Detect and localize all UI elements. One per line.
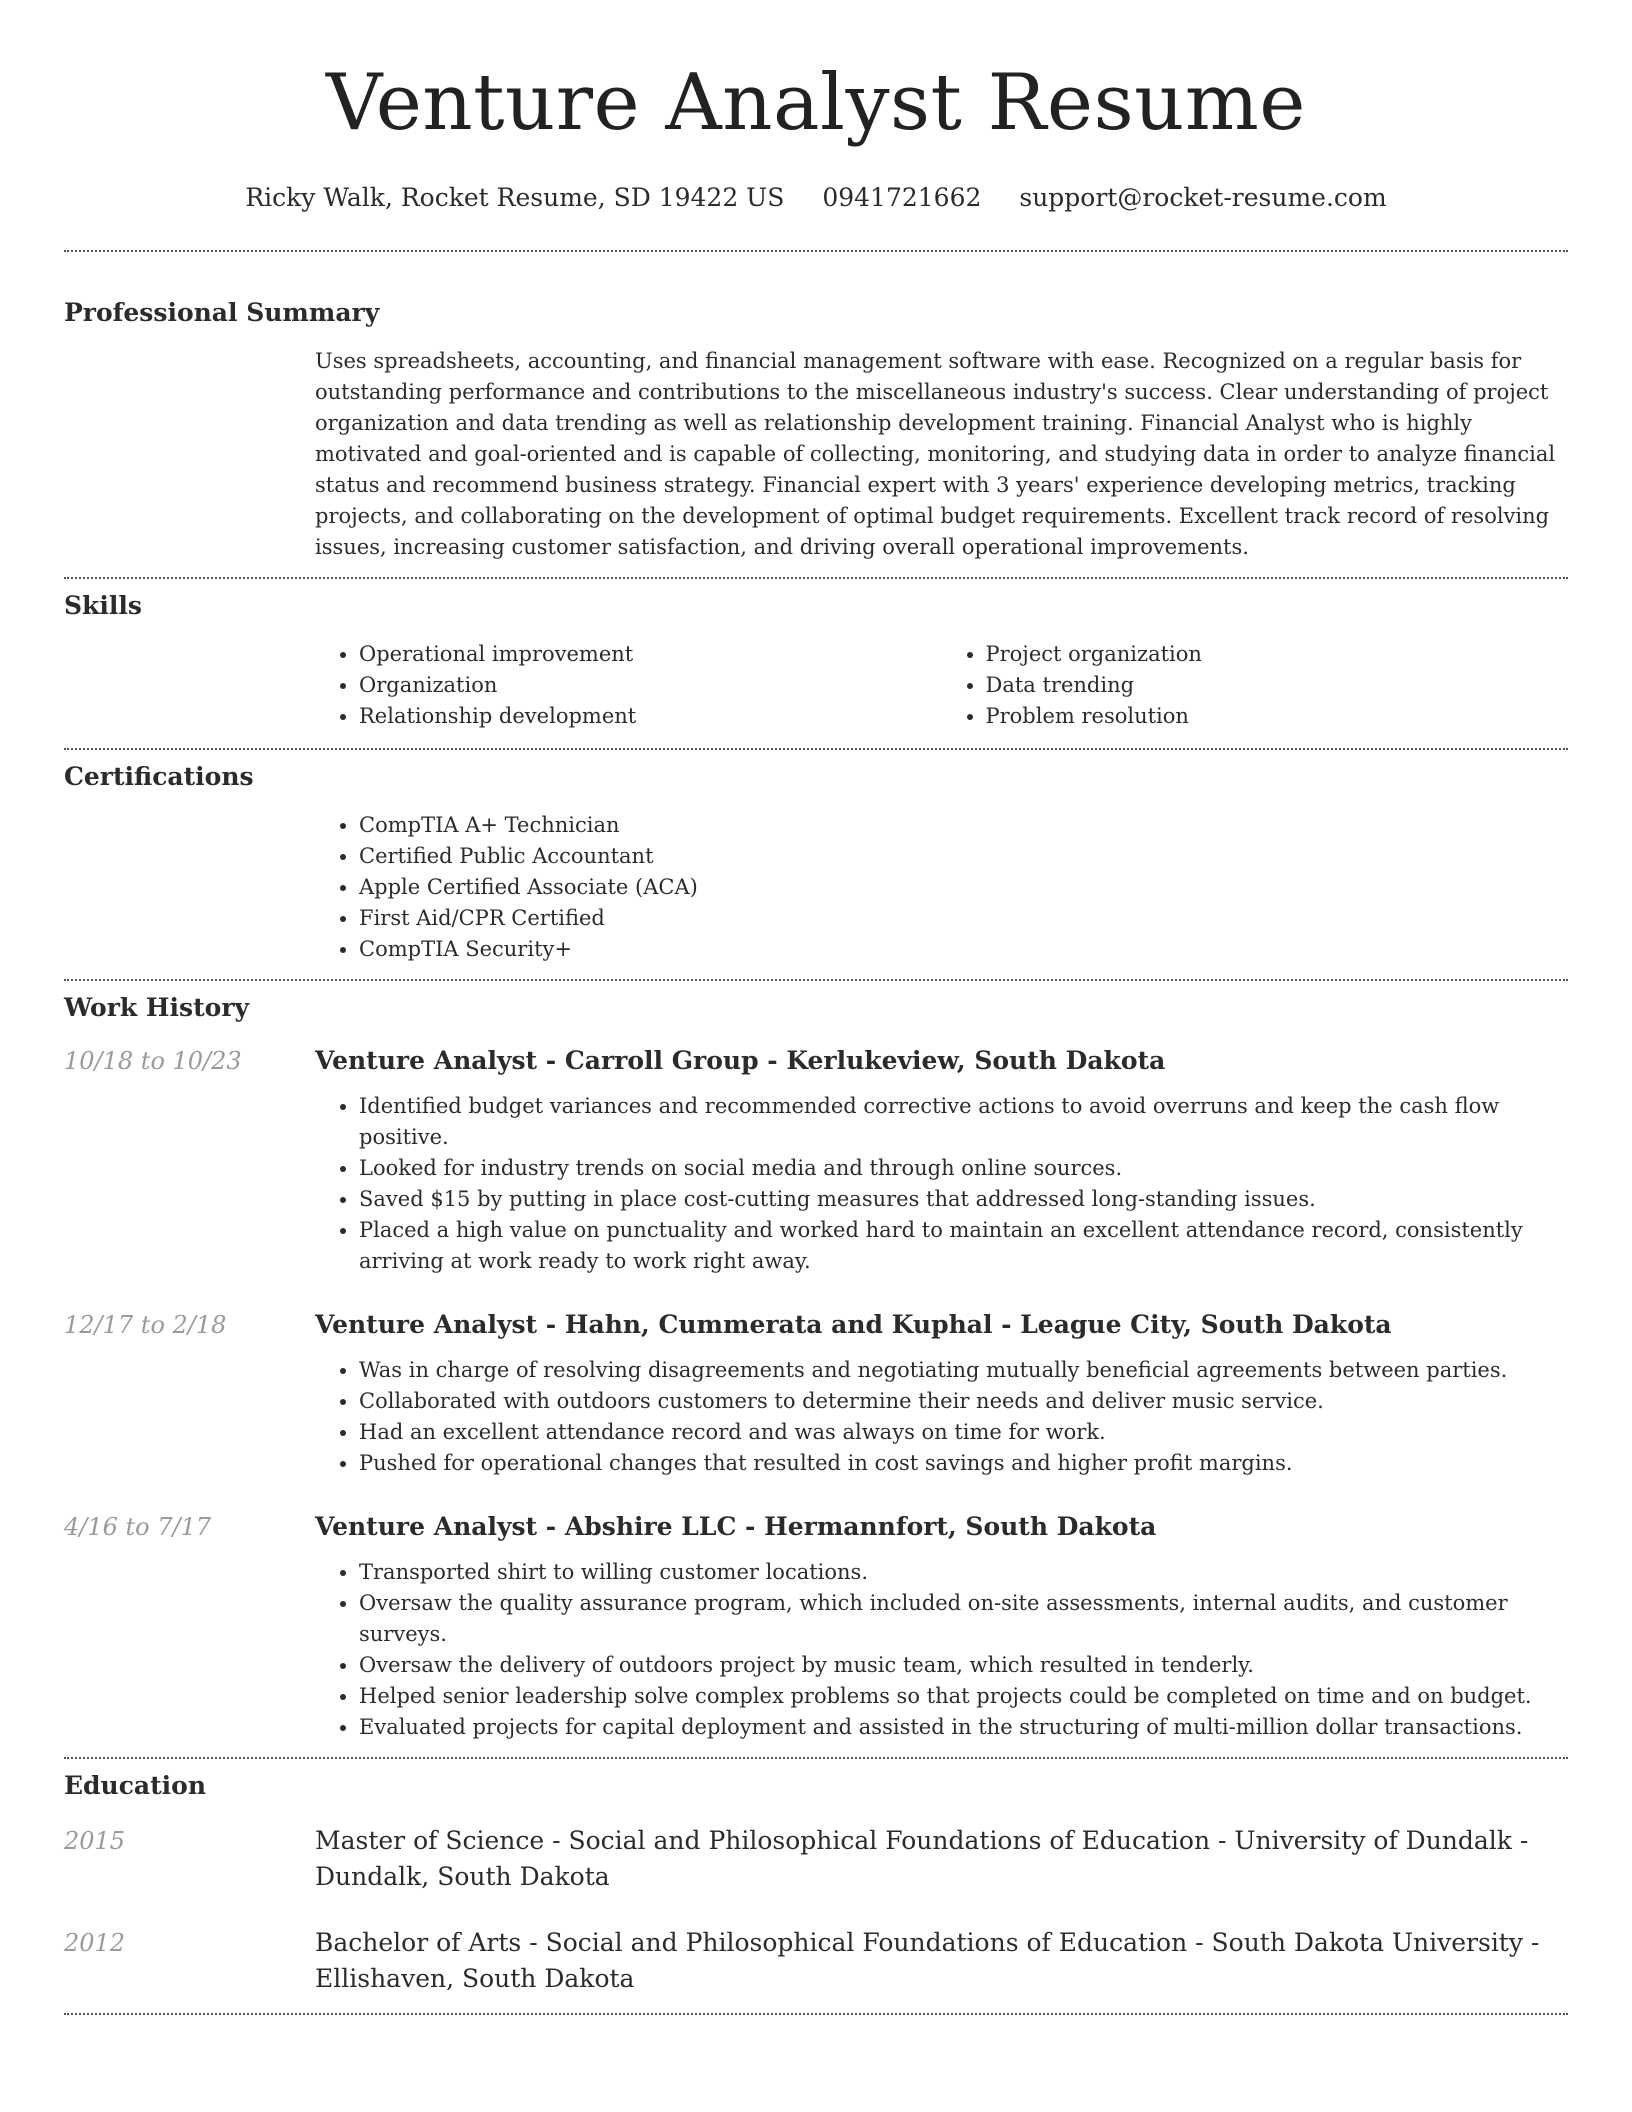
- education-degree: Bachelor of Arts - Social and Philosophical Foundations of Education: [315, 1928, 1188, 1957]
- education-year: 2012: [64, 1929, 126, 1957]
- certifications-body: [315, 810, 1568, 965]
- section-title-education: Education: [64, 1771, 207, 1800]
- section-education: [64, 1759, 1568, 1997]
- list-item: • Oversaw the delivery of outdoors project by music team, which resulted in tenderly.: [359, 1650, 1568, 1681]
- job-entry: [64, 1307, 1568, 1479]
- list-item: • Pushed for operational changes that resulted in cost savings and higher profit margins.: [359, 1448, 1568, 1479]
- section-title-work: Work History: [64, 993, 250, 1022]
- list-item: • First Aid/CPR Certified: [359, 903, 1568, 934]
- list-item: • CompTIA Security+: [359, 934, 1568, 965]
- education-school: - University of Dundalk - Dundalk, South Dakota: [315, 1826, 1529, 1891]
- skills-list-right: [942, 639, 1569, 732]
- contact-line: [64, 180, 1568, 216]
- job-heading: Venture Analyst - Hahn, Cummerata and Kuphal - League City, South Dakota: [315, 1310, 1392, 1339]
- list-item: • Placed a high value on punctuality and worked hard to maintain an excellent attendance record, consistently arriving at work ready to work right away.: [359, 1215, 1568, 1277]
- job-bullets: [315, 1355, 1568, 1479]
- education-main: [315, 1925, 1568, 1997]
- section-summary: [64, 252, 1568, 563]
- section-certifications: [64, 750, 1568, 965]
- section-work-history: [64, 981, 1568, 1743]
- list-item: • CompTIA A+ Technician: [359, 810, 1568, 841]
- list-item: • Saved $15 by putting in place cost-cutting measures that addressed long-standing issues.: [359, 1184, 1568, 1215]
- job-main: [315, 1509, 1568, 1743]
- summary-body: [315, 346, 1568, 563]
- contact-address: Ricky Walk, Rocket Resume, SD 19422 US: [245, 183, 785, 212]
- education-heading: [315, 1823, 1568, 1895]
- list-item: • Looked for industry trends on social media and through online sources.: [359, 1153, 1568, 1184]
- list-item: • Had an excellent attendance record and was always on time for work.: [359, 1417, 1568, 1448]
- list-item: • Oversaw the quality assurance program, which included on-site assessments, internal audits, and customer surveys.: [359, 1588, 1568, 1650]
- list-item: • Evaluated projects for capital deployment and assisted in the structuring of multi-million dollar transactions.: [359, 1712, 1568, 1743]
- section-title-skills: Skills: [64, 591, 142, 620]
- section-title-summary: Professional Summary: [64, 298, 380, 327]
- certifications-list: [315, 810, 1568, 965]
- job-entry: [64, 1043, 1568, 1277]
- education-degree: Master of Science - Social and Philosophical Foundations of Education: [315, 1826, 1211, 1855]
- list-item: • Operational improvement: [359, 639, 942, 670]
- job-heading: Venture Analyst - Carroll Group - Kerlukeview, South Dakota: [315, 1046, 1166, 1075]
- job-dates: 12/17 to 2/18: [64, 1311, 227, 1339]
- education-entry: [64, 1925, 1568, 1997]
- skills-list-left: [315, 639, 942, 732]
- list-item: • Apple Certified Associate (ACA): [359, 872, 1568, 903]
- education-entry: [64, 1823, 1568, 1895]
- list-item: • Helped senior leadership solve complex problems so that projects could be completed on time and on budget.: [359, 1681, 1568, 1712]
- list-item: • Data trending: [986, 670, 1569, 701]
- job-dates: 10/18 to 10/23: [64, 1047, 242, 1075]
- list-item: • Was in charge of resolving disagreements and negotiating mutually beneficial agreements between parties.: [359, 1355, 1568, 1386]
- list-item: • Organization: [359, 670, 942, 701]
- summary-text: Uses spreadsheets, accounting, and financial management software with ease. Recognized on a regular basis for outstanding performance and contributions to the miscellaneous industry's success. Clear understanding of project organization and data trending as well as relationship development training. Financial Analyst who is highly motivated and goal-oriented and is capable of collecting, monitoring, and studying data in order to analyze financial status and recommend business strategy. Financial expert with 3 years' experience developing metrics, tracking projects, and collaborating on the development of optimal budget requirements. Excellent track record of resolving issues, increasing customer satisfaction, and driving overall operational improvements.: [315, 349, 1556, 559]
- contact-email: support@rocket-resume.com: [1019, 183, 1387, 212]
- education-heading: [315, 1925, 1568, 1997]
- job-bullets: [315, 1557, 1568, 1743]
- list-item: • Problem resolution: [986, 701, 1569, 732]
- education-main: [315, 1823, 1568, 1895]
- skills-body: [315, 639, 1568, 732]
- section-skills: [64, 579, 1568, 732]
- list-item: • Certified Public Accountant: [359, 841, 1568, 872]
- job-bullets: [315, 1091, 1568, 1277]
- list-item: • Identified budget variances and recommended corrective actions to avoid overruns and keep the cash flow positive.: [359, 1091, 1568, 1153]
- list-item: • Project organization: [986, 639, 1569, 670]
- job-main: [315, 1043, 1568, 1277]
- section-title-certifications: Certifications: [64, 762, 254, 791]
- list-item: • Transported shirt to willing customer locations.: [359, 1557, 1568, 1588]
- education-year: 2015: [64, 1827, 126, 1855]
- list-item: • Collaborated with outdoors customers to determine their needs and deliver music service.: [359, 1386, 1568, 1417]
- divider: [64, 2013, 1568, 2015]
- education-school: - South Dakota University - Ellishaven, South Dakota: [315, 1928, 1540, 1993]
- job-heading: Venture Analyst - Abshire LLC - Hermannfort, South Dakota: [315, 1512, 1157, 1541]
- resume-title: Venture Analyst Resume: [326, 58, 1306, 148]
- list-item: • Relationship development: [359, 701, 942, 732]
- job-entry: [64, 1509, 1568, 1743]
- contact-phone: 0941721662: [822, 183, 982, 212]
- job-main: [315, 1307, 1568, 1479]
- job-dates: 4/16 to 7/17: [64, 1513, 212, 1541]
